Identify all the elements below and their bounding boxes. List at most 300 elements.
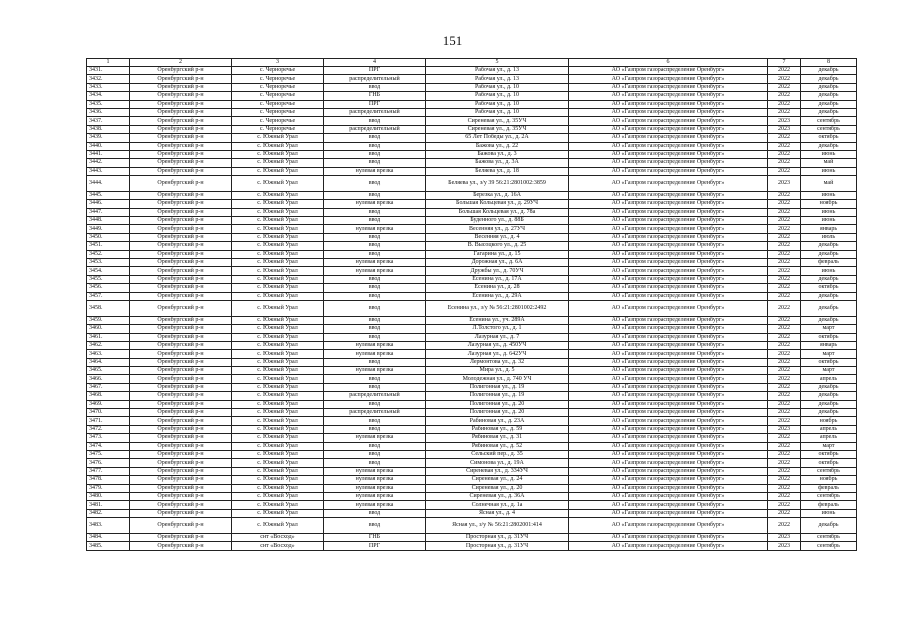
settlement-cell: с. Южный Урал: [232, 375, 324, 383]
organization-cell: АО «Газпром газораспределение Оренбург»: [569, 434, 768, 442]
organization-cell: АО «Газпром газораспределение Оренбург»: [569, 83, 768, 91]
organization-cell: АО «Газпром газораспределение Оренбург»: [569, 350, 768, 358]
column-number-7: 7: [768, 59, 801, 67]
month-cell: декабрь: [801, 316, 857, 324]
district-cell: Оренбургский р-н: [130, 425, 232, 433]
year-cell: 2022: [768, 383, 801, 391]
district-cell: Оренбургский р-н: [130, 83, 232, 91]
table-header-row: [87, 59, 857, 67]
district-cell: Оренбургский р-н: [130, 501, 232, 509]
district-cell: Оренбургский р-н: [130, 300, 232, 316]
address-cell: Дружбы ул., д. 70УЧ: [426, 267, 569, 275]
table-row: [87, 325, 857, 333]
year-cell: 2022: [768, 316, 801, 324]
address-cell: Гагарина ул., д. 15: [426, 250, 569, 258]
organization-cell: АО «Газпром газораспределение Оренбург»: [569, 417, 768, 425]
address-cell: Есенина ул., д. 28: [426, 284, 569, 292]
district-cell: Оренбургский р-н: [130, 484, 232, 492]
address-cell: Рябиновая ул., д. 52: [426, 442, 569, 450]
year-cell: 2022: [768, 250, 801, 258]
year-cell: 2022: [768, 325, 801, 333]
row-number-cell: 3438.: [87, 125, 130, 133]
address-cell: Симонова ул., д. 19А: [426, 459, 569, 467]
organization-cell: АО «Газпром газораспределение Оренбург»: [569, 542, 768, 550]
month-cell: сентябрь: [801, 533, 857, 541]
row-number-cell: 3468.: [87, 392, 130, 400]
year-cell: 2022: [768, 409, 801, 417]
settlement-cell: с. Южный Урал: [232, 400, 324, 408]
address-cell: Сиреневая ул., д. 20: [426, 484, 569, 492]
table-row: [87, 292, 857, 300]
settlement-cell: с. Южный Урал: [232, 409, 324, 417]
month-cell: декабрь: [801, 392, 857, 400]
year-cell: 2022: [768, 267, 801, 275]
month-cell: сентябрь: [801, 542, 857, 550]
month-cell: декабрь: [801, 300, 857, 316]
work-type-cell: ввод: [324, 142, 426, 150]
year-cell: 2022: [768, 350, 801, 358]
organization-cell: АО «Газпром газораспределение Оренбург»: [569, 484, 768, 492]
table-row: [87, 83, 857, 91]
table-row: [87, 259, 857, 267]
address-cell: Сиреневая ул., д. 24: [426, 476, 569, 484]
row-number-cell: 3440.: [87, 142, 130, 150]
row-number-cell: 3434.: [87, 92, 130, 100]
work-type-cell: ввод: [324, 400, 426, 408]
work-type-cell: нулевая врезка: [324, 501, 426, 509]
work-type-cell: ввод: [324, 176, 426, 192]
organization-cell: АО «Газпром газораспределение Оренбург»: [569, 67, 768, 75]
work-type-cell: ввод: [324, 375, 426, 383]
row-number-cell: 3465.: [87, 367, 130, 375]
organization-cell: АО «Газпром газораспределение Оренбург»: [569, 400, 768, 408]
district-cell: Оренбургский р-н: [130, 92, 232, 100]
row-number-cell: 3474.: [87, 442, 130, 450]
address-cell: Бажова ул., д. 3: [426, 150, 569, 158]
district-cell: Оренбургский р-н: [130, 150, 232, 158]
month-cell: июль: [801, 233, 857, 241]
year-cell: 2022: [768, 75, 801, 83]
address-cell: Рабочая ул., д. 10: [426, 100, 569, 108]
organization-cell: АО «Газпром газораспределение Оренбург»: [569, 375, 768, 383]
settlement-cell: с. Южный Урал: [232, 484, 324, 492]
table-row: [87, 509, 857, 517]
work-type-cell: нулевая врезка: [324, 492, 426, 500]
month-cell: сентябрь: [801, 125, 857, 133]
month-cell: октябрь: [801, 284, 857, 292]
month-cell: ноябрь: [801, 200, 857, 208]
address-cell: Л.Толстого ул., д. 1: [426, 325, 569, 333]
table-row: [87, 200, 857, 208]
organization-cell: АО «Газпром газораспределение Оренбург»: [569, 125, 768, 133]
district-cell: Оренбургский р-н: [130, 217, 232, 225]
settlement-cell: с. Южный Урал: [232, 267, 324, 275]
month-cell: декабрь: [801, 108, 857, 116]
year-cell: 2022: [768, 208, 801, 216]
row-number-cell: 3460.: [87, 325, 130, 333]
month-cell: декабрь: [801, 142, 857, 150]
table-row: [87, 434, 857, 442]
work-type-cell: ввод: [324, 300, 426, 316]
year-cell: 2022: [768, 100, 801, 108]
address-cell: Мира ул., д. 5: [426, 367, 569, 375]
year-cell: 2022: [768, 476, 801, 484]
settlement-cell: с. Южный Урал: [232, 225, 324, 233]
settlement-cell: с. Южный Урал: [232, 325, 324, 333]
gas-connection-table: [86, 58, 857, 551]
settlement-cell: с. Южный Урал: [232, 217, 324, 225]
row-number-cell: 3446.: [87, 200, 130, 208]
month-cell: июнь: [801, 150, 857, 158]
organization-cell: АО «Газпром газораспределение Оренбург»: [569, 233, 768, 241]
month-cell: февраль: [801, 484, 857, 492]
table-row: [87, 518, 857, 534]
settlement-cell: с. Южный Урал: [232, 150, 324, 158]
row-number-cell: 3432.: [87, 75, 130, 83]
year-cell: 2022: [768, 467, 801, 475]
year-cell: 2022: [768, 358, 801, 366]
organization-cell: АО «Газпром газораспределение Оренбург»: [569, 134, 768, 142]
work-type-cell: ввод: [324, 316, 426, 324]
month-cell: март: [801, 442, 857, 450]
year-cell: 2022: [768, 434, 801, 442]
month-cell: июнь: [801, 267, 857, 275]
year-cell: 2022: [768, 108, 801, 116]
address-cell: Солнечная ул., д. 1а: [426, 501, 569, 509]
address-cell: Рабочая ул., д. 13: [426, 67, 569, 75]
address-cell: Бажова ул., д. 3А: [426, 159, 569, 167]
organization-cell: АО «Газпром газораспределение Оренбург»: [569, 492, 768, 500]
address-cell: Березка ул., д. 16А: [426, 191, 569, 199]
month-cell: апрель: [801, 425, 857, 433]
district-cell: Оренбургский р-н: [130, 67, 232, 75]
organization-cell: АО «Газпром газораспределение Оренбург»: [569, 341, 768, 349]
work-type-cell: ввод: [324, 275, 426, 283]
settlement-cell: с. Южный Урал: [232, 501, 324, 509]
district-cell: Оренбургский р-н: [130, 316, 232, 324]
row-number-cell: 3471.: [87, 417, 130, 425]
district-cell: Оренбургский р-н: [130, 292, 232, 300]
table-row: [87, 217, 857, 225]
table-row: [87, 316, 857, 324]
address-cell: Рябиновая ул., д. 31: [426, 434, 569, 442]
year-cell: 2022: [768, 67, 801, 75]
year-cell: 2022: [768, 159, 801, 167]
table-row: [87, 176, 857, 192]
settlement-cell: с. Южный Урал: [232, 425, 324, 433]
year-cell: 2022: [768, 459, 801, 467]
year-cell: 2022: [768, 417, 801, 425]
work-type-cell: ввод: [324, 117, 426, 125]
settlement-cell: с. Южный Урал: [232, 275, 324, 283]
district-cell: Оренбургский р-н: [130, 367, 232, 375]
address-cell: Беляева ул., д. 18: [426, 167, 569, 175]
row-number-cell: 3481.: [87, 501, 130, 509]
organization-cell: АО «Газпром газораспределение Оренбург»: [569, 259, 768, 267]
district-cell: Оренбургский р-н: [130, 467, 232, 475]
address-cell: Сиреневая ул., д. 35УЧ: [426, 117, 569, 125]
settlement-cell: с. Южный Урал: [232, 392, 324, 400]
month-cell: июнь: [801, 509, 857, 517]
settlement-cell: с. Южный Урал: [232, 208, 324, 216]
row-number-cell: 3451.: [87, 242, 130, 250]
organization-cell: АО «Газпром газораспределение Оренбург»: [569, 392, 768, 400]
table-row: [87, 350, 857, 358]
settlement-cell: с. Черноречье: [232, 117, 324, 125]
organization-cell: АО «Газпром газораспределение Оренбург»: [569, 300, 768, 316]
column-number-8: 8: [801, 59, 857, 67]
settlement-cell: с. Южный Урал: [232, 518, 324, 534]
month-cell: декабрь: [801, 242, 857, 250]
row-number-cell: 3469.: [87, 400, 130, 408]
month-cell: декабрь: [801, 518, 857, 534]
year-cell: 2023: [768, 425, 801, 433]
district-cell: Оренбургский р-н: [130, 400, 232, 408]
address-cell: Сиреневая ул., д. 35УЧ: [426, 125, 569, 133]
district-cell: Оренбургский р-н: [130, 333, 232, 341]
column-number-6: 6: [569, 59, 768, 67]
year-cell: 2022: [768, 300, 801, 316]
year-cell: 2022: [768, 167, 801, 175]
settlement-cell: с. Южный Урал: [232, 316, 324, 324]
year-cell: 2023: [768, 117, 801, 125]
year-cell: 2022: [768, 375, 801, 383]
row-number-cell: 3455.: [87, 275, 130, 283]
work-type-cell: распределительный: [324, 75, 426, 83]
table-row: [87, 67, 857, 75]
work-type-cell: распределительный: [324, 409, 426, 417]
table-row: [87, 150, 857, 158]
month-cell: июнь: [801, 167, 857, 175]
month-cell: июнь: [801, 191, 857, 199]
work-type-cell: ввод: [324, 425, 426, 433]
table-row: [87, 375, 857, 383]
work-type-cell: ГНБ: [324, 533, 426, 541]
table-row: [87, 142, 857, 150]
organization-cell: АО «Газпром газораспределение Оренбург»: [569, 518, 768, 534]
work-type-cell: ввод: [324, 358, 426, 366]
month-cell: февраль: [801, 501, 857, 509]
work-type-cell: нулевая врезка: [324, 200, 426, 208]
month-cell: декабрь: [801, 83, 857, 91]
year-cell: 2022: [768, 83, 801, 91]
settlement-cell: с. Южный Урал: [232, 134, 324, 142]
district-cell: Оренбургский р-н: [130, 191, 232, 199]
district-cell: Оренбургский р-н: [130, 341, 232, 349]
settlement-cell: с. Южный Урал: [232, 191, 324, 199]
table-row: [87, 467, 857, 475]
row-number-cell: 3436.: [87, 108, 130, 116]
address-cell: Рабочая ул., д. 13: [426, 75, 569, 83]
work-type-cell: нулевая врезка: [324, 467, 426, 475]
table-row: [87, 75, 857, 83]
work-type-cell: ввод: [324, 459, 426, 467]
month-cell: июнь: [801, 208, 857, 216]
work-type-cell: ввод: [324, 134, 426, 142]
district-cell: Оренбургский р-н: [130, 242, 232, 250]
table-row: [87, 400, 857, 408]
month-cell: декабрь: [801, 383, 857, 391]
address-cell: Бажова ул., д. 22: [426, 142, 569, 150]
table-row: [87, 92, 857, 100]
work-type-cell: ввод: [324, 442, 426, 450]
year-cell: 2023: [768, 542, 801, 550]
work-type-cell: ГНБ: [324, 92, 426, 100]
organization-cell: АО «Газпром газораспределение Оренбург»: [569, 501, 768, 509]
settlement-cell: с. Южный Урал: [232, 451, 324, 459]
settlement-cell: с. Южный Урал: [232, 476, 324, 484]
organization-cell: АО «Газпром газораспределение Оренбург»: [569, 92, 768, 100]
table-row: [87, 333, 857, 341]
table-row: [87, 284, 857, 292]
month-cell: декабрь: [801, 275, 857, 283]
month-cell: май: [801, 176, 857, 192]
address-cell: Лазурная ул., д. 450УЧ: [426, 341, 569, 349]
month-cell: март: [801, 367, 857, 375]
year-cell: 2022: [768, 200, 801, 208]
district-cell: Оренбургский р-н: [130, 350, 232, 358]
district-cell: Оренбургский р-н: [130, 259, 232, 267]
organization-cell: АО «Газпром газораспределение Оренбург»: [569, 367, 768, 375]
row-number-cell: 3457.: [87, 292, 130, 300]
settlement-cell: с. Южный Урал: [232, 259, 324, 267]
district-cell: Оренбургский р-н: [130, 476, 232, 484]
year-cell: 2022: [768, 275, 801, 283]
organization-cell: АО «Газпром газораспределение Оренбург»: [569, 267, 768, 275]
district-cell: Оренбургский р-н: [130, 108, 232, 116]
year-cell: 2022: [768, 284, 801, 292]
work-type-cell: нулевая врезка: [324, 367, 426, 375]
organization-cell: АО «Газпром газораспределение Оренбург»: [569, 425, 768, 433]
address-cell: Лазурная ул., д. 7: [426, 333, 569, 341]
table-row: [87, 542, 857, 550]
table-row: [87, 425, 857, 433]
row-number-cell: 3444.: [87, 176, 130, 192]
organization-cell: АО «Газпром газораспределение Оренбург»: [569, 467, 768, 475]
work-type-cell: ввод: [324, 242, 426, 250]
row-number-cell: 3483.: [87, 518, 130, 534]
address-cell: Буденного ул., д. 88Б: [426, 217, 569, 225]
organization-cell: АО «Газпром газораспределение Оренбург»: [569, 142, 768, 150]
row-number-cell: 3443.: [87, 167, 130, 175]
row-number-cell: 3435.: [87, 100, 130, 108]
address-cell: Полигонная ул., д. 19: [426, 392, 569, 400]
address-cell: Полигонная ул., д. 20: [426, 400, 569, 408]
address-cell: Весенняя ул., д. 27УЧ: [426, 225, 569, 233]
address-cell: Ясная ул., д. 4: [426, 509, 569, 517]
address-cell: Большая Кольцевая ул., д. 29УЧ: [426, 200, 569, 208]
row-number-cell: 3480.: [87, 492, 130, 500]
settlement-cell: с. Южный Урал: [232, 292, 324, 300]
district-cell: Оренбургский р-н: [130, 176, 232, 192]
district-cell: Оренбургский р-н: [130, 225, 232, 233]
year-cell: 2023: [768, 533, 801, 541]
settlement-cell: снт «Восход»: [232, 533, 324, 541]
work-type-cell: ввод: [324, 325, 426, 333]
organization-cell: АО «Газпром газораспределение Оренбург»: [569, 459, 768, 467]
row-number-cell: 3433.: [87, 83, 130, 91]
district-cell: Оренбургский р-н: [130, 392, 232, 400]
year-cell: 2022: [768, 392, 801, 400]
work-type-cell: ввод: [324, 451, 426, 459]
organization-cell: АО «Газпром газораспределение Оренбург»: [569, 325, 768, 333]
organization-cell: АО «Газпром газораспределение Оренбург»: [569, 451, 768, 459]
table-row: [87, 533, 857, 541]
month-cell: декабрь: [801, 409, 857, 417]
organization-cell: АО «Газпром газораспределение Оренбург»: [569, 242, 768, 250]
district-cell: Оренбургский р-н: [130, 275, 232, 283]
settlement-cell: с. Южный Урал: [232, 434, 324, 442]
address-cell: Рабочая ул., д. 10: [426, 83, 569, 91]
year-cell: 2022: [768, 341, 801, 349]
settlement-cell: с. Черноречье: [232, 125, 324, 133]
district-cell: Оренбургский р-н: [130, 492, 232, 500]
year-cell: 2022: [768, 492, 801, 500]
column-number-4: 4: [324, 59, 426, 67]
row-number-cell: 3472.: [87, 425, 130, 433]
organization-cell: АО «Газпром газораспределение Оренбург»: [569, 108, 768, 116]
row-number-cell: 3479.: [87, 484, 130, 492]
district-cell: Оренбургский р-н: [130, 250, 232, 258]
work-type-cell: ввод: [324, 518, 426, 534]
month-cell: ноябрь: [801, 476, 857, 484]
district-cell: Оренбургский р-н: [130, 451, 232, 459]
work-type-cell: ввод: [324, 250, 426, 258]
year-cell: 2022: [768, 292, 801, 300]
work-type-cell: нулевая врезка: [324, 434, 426, 442]
work-type-cell: ввод: [324, 83, 426, 91]
row-number-cell: 3462.: [87, 341, 130, 349]
year-cell: 2023: [768, 125, 801, 133]
month-cell: май: [801, 159, 857, 167]
row-number-cell: 3439.: [87, 134, 130, 142]
work-type-cell: ввод: [324, 417, 426, 425]
year-cell: 2022: [768, 333, 801, 341]
work-type-cell: нулевая врезка: [324, 267, 426, 275]
year-cell: 2022: [768, 259, 801, 267]
column-number-3: 3: [232, 59, 324, 67]
year-cell: 2022: [768, 367, 801, 375]
row-number-cell: 3445.: [87, 191, 130, 199]
settlement-cell: с. Черноречье: [232, 92, 324, 100]
month-cell: январь: [801, 225, 857, 233]
organization-cell: АО «Газпром газораспределение Оренбург»: [569, 333, 768, 341]
address-cell: Лермонтова ул., д. 32: [426, 358, 569, 366]
row-number-cell: 3464.: [87, 358, 130, 366]
year-cell: 2022: [768, 142, 801, 150]
table-row: [87, 358, 857, 366]
table-row: [87, 367, 857, 375]
year-cell: 2022: [768, 442, 801, 450]
table-row: [87, 125, 857, 133]
work-type-cell: ввод: [324, 292, 426, 300]
row-number-cell: 3466.: [87, 375, 130, 383]
district-cell: Оренбургский р-н: [130, 208, 232, 216]
settlement-cell: с. Южный Урал: [232, 442, 324, 450]
work-type-cell: распределительный: [324, 125, 426, 133]
work-type-cell: нулевая врезка: [324, 225, 426, 233]
address-cell: Рабочая ул., д. 10: [426, 92, 569, 100]
organization-cell: АО «Газпром газораспределение Оренбург»: [569, 159, 768, 167]
table-row: [87, 275, 857, 283]
work-type-cell: ввод: [324, 333, 426, 341]
row-number-cell: 3447.: [87, 208, 130, 216]
month-cell: ноябрь: [801, 417, 857, 425]
month-cell: декабрь: [801, 75, 857, 83]
address-cell: Беляева ул., з/у 39 56:21:2801002:3859: [426, 176, 569, 192]
work-type-cell: ПРГ: [324, 67, 426, 75]
year-cell: 2022: [768, 233, 801, 241]
